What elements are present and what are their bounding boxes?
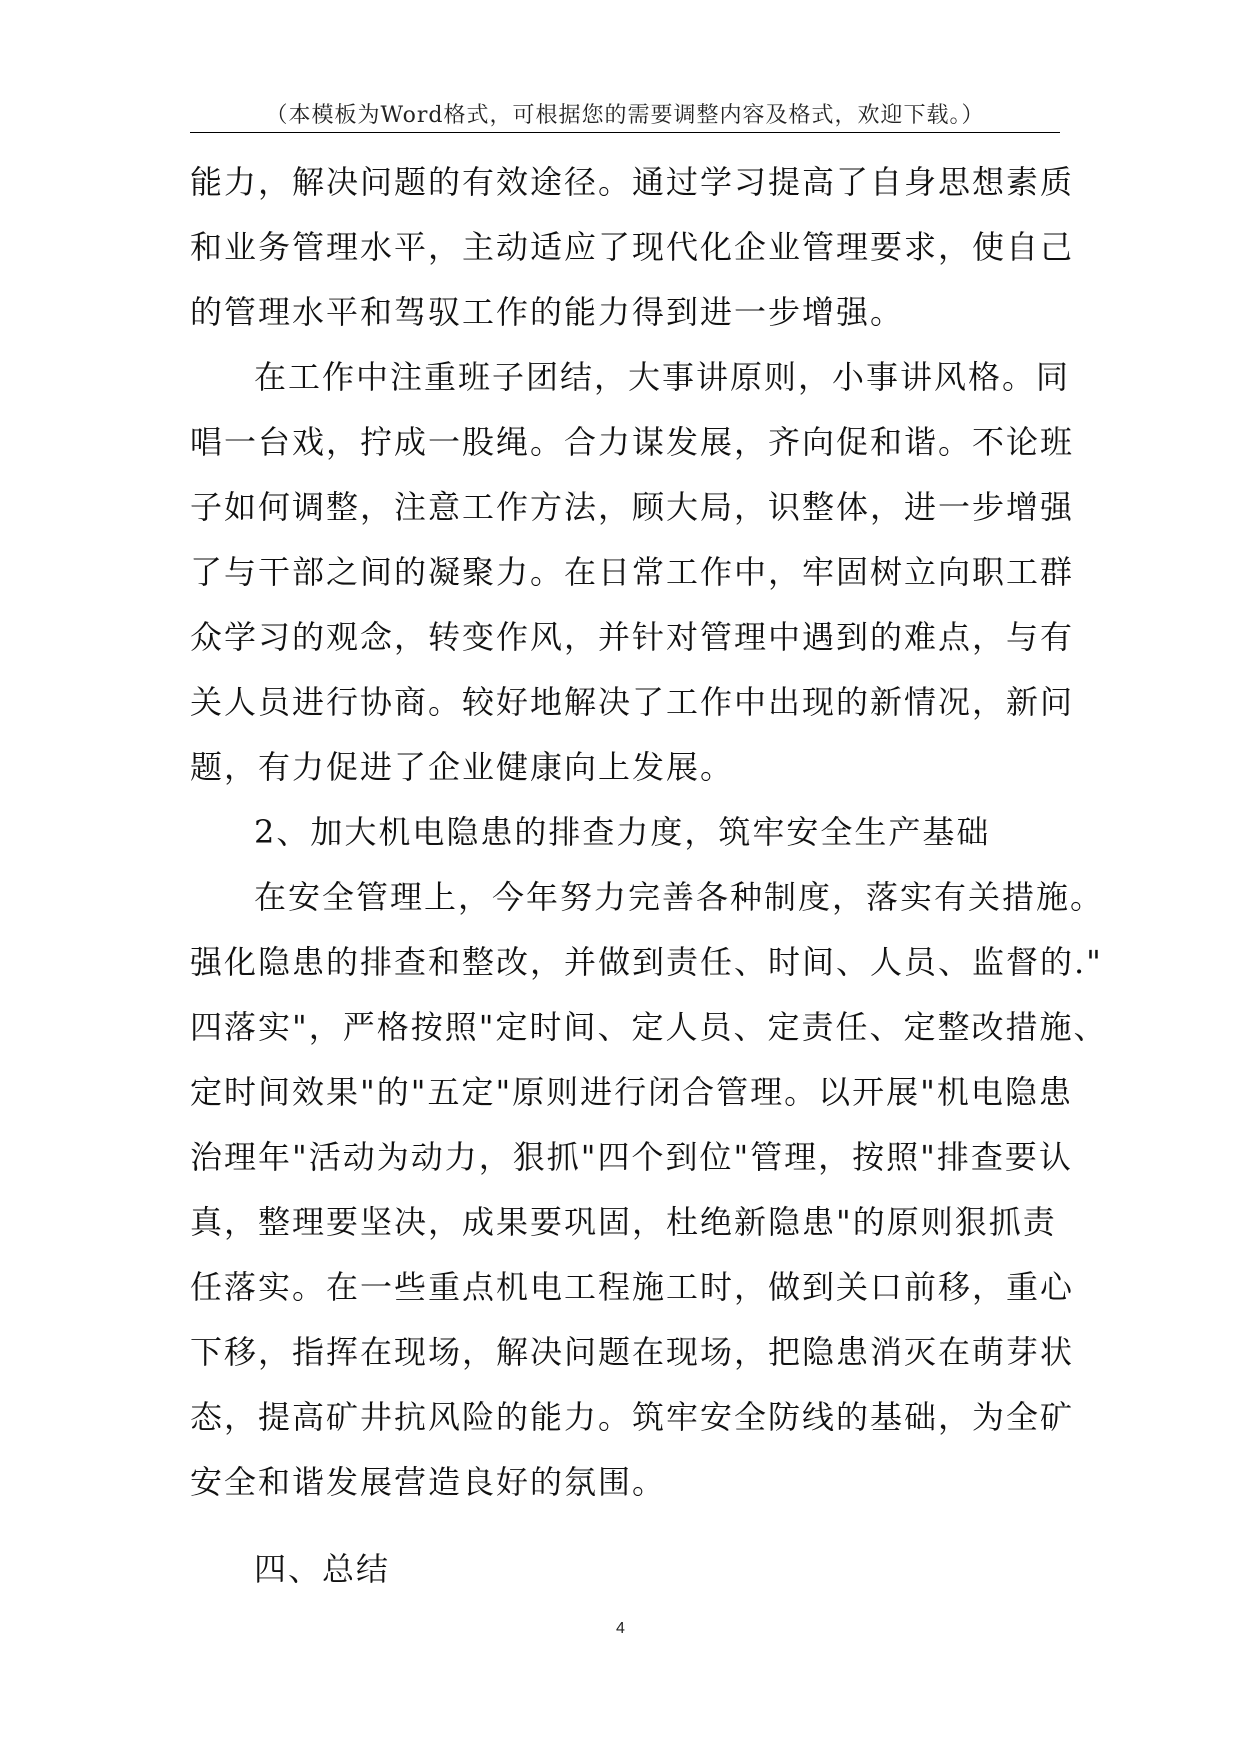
section-heading-4: 四、总结 — [254, 1550, 391, 1588]
paragraph-line: 的管理水平和驾驭工作的能力得到进一步增强。 — [190, 293, 905, 331]
paragraph-line: 真，整理要坚决，成果要巩固，杜绝新隐患"的原则狠抓责 — [190, 1203, 1057, 1241]
paragraph-2 — [190, 345, 1075, 800]
document-body — [190, 150, 1108, 1602]
paragraph-line: 安全和谐发展营造良好的氛围。 — [190, 1463, 667, 1501]
paragraph-line: 在工作中注重班子团结，大事讲原则，小事讲风格。同 — [254, 358, 1071, 396]
paragraph-line: 定时间效果"的"五定"原则进行闭合管理。以开展"机电隐患 — [190, 1073, 1073, 1111]
paragraph-line: 在安全管理上，今年努力完善各种制度，落实有关措施。 — [254, 878, 1105, 916]
paragraph-line: 题，有力促进了企业健康向上发展。 — [190, 748, 735, 786]
paragraph-line: 和业务管理水平，主动适应了现代化企业管理要求，使自己 — [190, 228, 1075, 266]
header-divider — [190, 132, 1060, 133]
page-number: 4 — [616, 1620, 625, 1637]
paragraph-line: 唱一台戏，拧成一股绳。合力谋发展，齐向促和谐。不论班 — [190, 423, 1075, 461]
paragraph-line: 任落实。在一些重点机电工程施工时，做到关口前移，重心 — [190, 1268, 1075, 1306]
paragraph-1 — [190, 150, 1075, 345]
paragraph-line: 了与干部之间的凝聚力。在日常工作中，牢固树立向职工群 — [190, 553, 1075, 591]
paragraph-line: 下移，指挥在现场，解决问题在现场，把隐患消灭在萌芽状 — [190, 1333, 1075, 1371]
paragraph-line: 态，提高矿井抗风险的能力。筑牢安全防线的基础，为全矿 — [190, 1398, 1075, 1436]
paragraph-line: 治理年"活动为动力，狠抓"四个到位"管理，按照"排查要认 — [190, 1138, 1073, 1176]
paragraph-line: 众学习的观念，转变作风，并针对管理中遇到的难点，与有 — [190, 618, 1075, 656]
paragraph-3 — [190, 865, 1108, 1515]
template-note: （本模板为Word格式，可根据您的需要调整内容及格式，欢迎下载。） — [265, 103, 985, 128]
paragraph-line: 关人员进行协商。较好地解决了工作中出现的新情况，新问 — [190, 683, 1075, 721]
paragraph-line: 子如何调整，注意工作方法，顾大局，识整体，进一步增强 — [190, 488, 1075, 526]
paragraph-line: 强化隐患的排查和整改，并做到责任、时间、人员、监督的." — [190, 943, 1103, 981]
paragraph-line: 四落实"，严格按照"定时间、定人员、定责任、定整改措施、 — [190, 1008, 1108, 1046]
paragraph-line: 能力，解决问题的有效途径。通过学习提高了自身思想素质 — [190, 163, 1075, 201]
section-heading-2: 2、加大机电隐患的排查力度，筑牢安全生产基础 — [254, 813, 991, 851]
